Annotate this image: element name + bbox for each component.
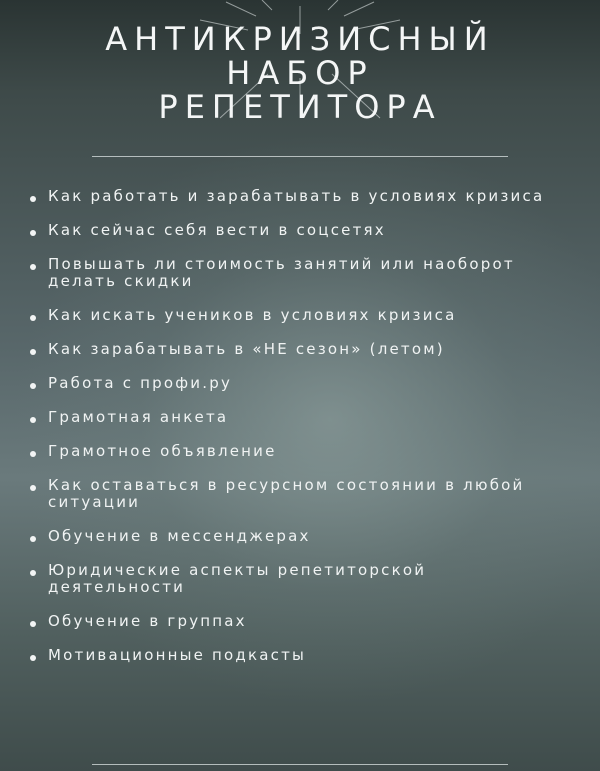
bullet-icon <box>30 315 36 321</box>
bullet-icon <box>30 383 36 389</box>
bullet-icon <box>30 570 36 576</box>
page-title <box>0 22 600 124</box>
title-line-1: АНТИКРИЗИСНЫЙ <box>105 20 495 58</box>
list-item-text: Как оставаться в ресурсном состоянии в любой ситуации <box>48 476 525 511</box>
list-item-text: Как работать и зарабатывать в условиях кризиса <box>48 187 545 205</box>
list-item <box>30 409 550 426</box>
list-item-text: Юридические аспекты репетиторской деятельности <box>48 561 427 596</box>
list-item <box>30 647 550 664</box>
bullet-icon <box>30 451 36 457</box>
list-item <box>30 341 550 358</box>
list-item-text: Обучение в мессенджерах <box>48 527 311 545</box>
list-item <box>30 307 550 324</box>
list-item <box>30 443 550 460</box>
bullet-icon <box>30 621 36 627</box>
bullet-icon <box>30 485 36 491</box>
bottom-divider <box>92 764 508 765</box>
bullet-icon <box>30 655 36 661</box>
list-item <box>30 477 550 511</box>
list-item-text: Обучение в группах <box>48 612 247 630</box>
bullet-icon <box>30 264 36 270</box>
list-item <box>30 613 550 630</box>
bullet-icon <box>30 196 36 202</box>
list-item-text: Грамотная анкета <box>48 408 229 426</box>
bullet-icon <box>30 536 36 542</box>
list-item-text: Как искать учеников в условиях кризиса <box>48 306 457 324</box>
list-item-text: Повышать ли стоимость занятий или наоборот делать скидки <box>48 255 515 290</box>
list-item-text: Работа с профи.ру <box>48 374 233 392</box>
list-item <box>30 222 550 239</box>
bullet-icon <box>30 349 36 355</box>
title-line-3: РЕПЕТИТОРА <box>158 88 442 126</box>
list-item-text: Мотивационные подкасты <box>48 646 307 664</box>
bullet-icon <box>30 230 36 236</box>
list-item-text: Как сейчас себя вести в соцсетях <box>48 221 386 239</box>
list-item-text: Грамотное объявление <box>48 442 277 460</box>
bullet-icon <box>30 417 36 423</box>
title-divider <box>92 156 508 157</box>
list-item <box>30 562 550 596</box>
topics-list <box>30 188 550 681</box>
list-item <box>30 375 550 392</box>
list-item <box>30 188 550 205</box>
list-item <box>30 256 550 290</box>
list-item-text: Как зарабатывать в «НЕ сезон» (летом) <box>48 340 445 358</box>
title-line-2: НАБОР <box>226 54 374 92</box>
list-item <box>30 528 550 545</box>
